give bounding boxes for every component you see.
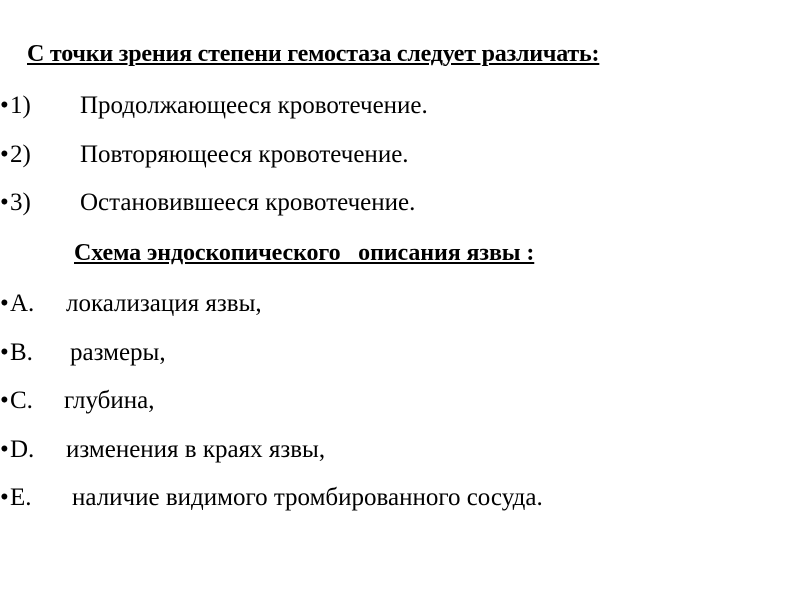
item-text: наличие видимого тромбированного сосуда. (72, 484, 543, 511)
bullet-icon: • (0, 387, 9, 414)
bullet-icon: • (0, 92, 9, 119)
endoscopy-heading: Схема эндоскопического описания язвы : (74, 240, 535, 266)
item-letter: C. (10, 387, 33, 414)
item-text: Продолжающееся кровотечение. (80, 92, 428, 119)
list-item (0, 484, 543, 600)
bullet-icon: • (0, 189, 9, 216)
bullet-icon: • (0, 339, 9, 366)
item-number: 1) (10, 92, 31, 119)
item-text: глубина, (64, 387, 155, 414)
item-letter: D. (10, 436, 35, 463)
item-letter: E. (10, 484, 32, 511)
item-text: локализация язвы, (66, 290, 262, 317)
item-text: изменения в краях язвы, (66, 436, 326, 463)
hemostasis-heading: С точки зрения степени гемостаза следует различать: (27, 41, 600, 67)
item-text: Повторяющееся кровотечение. (80, 141, 409, 168)
item-letter: A. (10, 290, 35, 317)
item-text: размеры, (70, 339, 166, 366)
item-number: 2) (10, 141, 31, 168)
bullet-icon: • (0, 484, 9, 511)
bullet-icon: • (0, 290, 9, 317)
item-number: 3) (10, 189, 31, 216)
bullet-icon: • (0, 141, 9, 168)
bullet-icon: • (0, 436, 9, 463)
item-text: Остановившееся кровотечение. (80, 189, 416, 216)
item-letter: B. (10, 339, 33, 366)
